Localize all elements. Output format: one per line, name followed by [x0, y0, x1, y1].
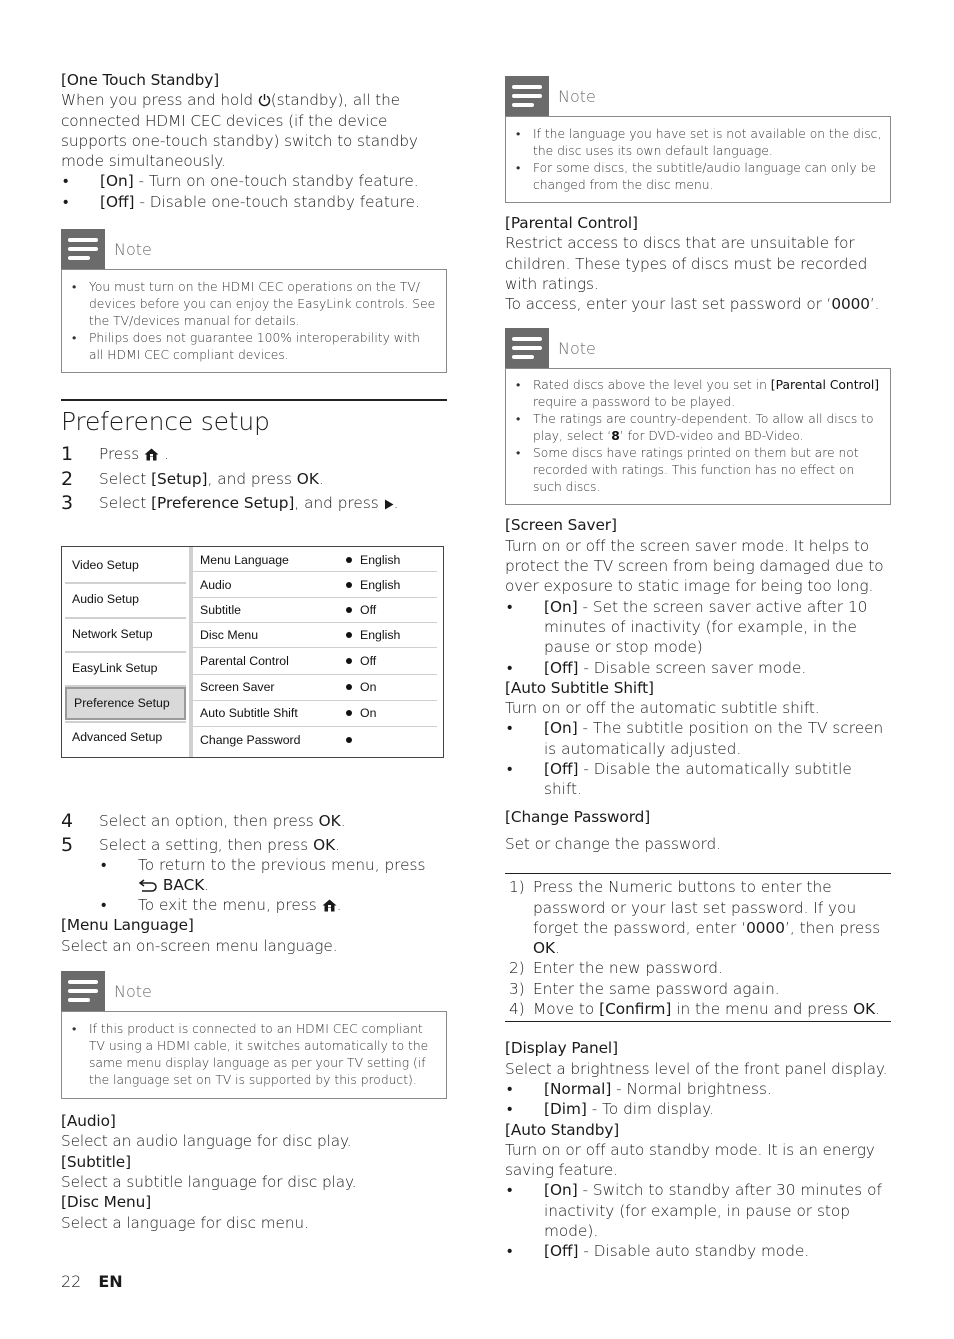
list-item: 1) Press the Numeric buttons to enter the password or your last set password. If you forget the password, enter ‘0000’, then press OK. — [509, 878, 881, 958]
section-divider — [61, 399, 447, 401]
note-title: Note — [114, 239, 152, 259]
one-touch-text-b: (standby), all the connected HDMI CEC devices (if the device supports one-touch standby) switch to standby mode simultaneously. — [61, 91, 418, 171]
menu-option-row: Parental Control Off — [200, 653, 377, 668]
step-3: 3 Select [Preference Setup], and press . — [61, 492, 399, 515]
note-item: • If the language you have set is not available on the disc, the disc uses its own default language. — [516, 127, 882, 158]
list-item: • [On] - Switch to standby after 30 minutes of inactivity (for example, in pause or stop mode). — [507, 1181, 882, 1240]
list-item: • [Off] - Disable auto standby mode. — [507, 1242, 810, 1261]
note-title: Note — [558, 338, 596, 358]
note-box-language — [505, 76, 891, 203]
list-item: 3) Enter the same password again. — [509, 979, 780, 998]
menu-option-row: Auto Subtitle Shift On — [200, 705, 377, 720]
note-item: • If this product is connected to an HDMI CEC compliant TV using a HDMI cable, it switches automatically to the same menu display language as per your TV setting (if the language set on TV is supported by this product). — [72, 1022, 429, 1088]
play-right-icon — [384, 499, 394, 510]
power-icon — [258, 93, 271, 107]
menu-option-row: Disc Menu English — [200, 627, 401, 642]
menu-options — [193, 547, 441, 757]
language-code: EN — [98, 1272, 123, 1291]
menu-option-row: Screen Saver On — [200, 679, 377, 694]
list-item: • [Dim] - To dim display. — [507, 1100, 714, 1119]
auto-subtitle-heading: [Auto Subtitle Shift] — [505, 678, 654, 697]
one-touch-standby-section — [61, 70, 447, 171]
menu-option-row: Subtitle Off — [200, 602, 377, 617]
list-item: • To return to the previous menu, press BACK. — [101, 855, 426, 894]
note-icon — [61, 971, 105, 1011]
note-item: • The ratings are country-dependent. To allow all discs to play, select ‘8’ for DVD-video and BD-Video. — [516, 412, 874, 444]
list-item: 4) Move to [Confirm] in the menu and press OK. — [509, 1000, 881, 1019]
note-title: Note — [558, 86, 596, 106]
settings-menu-illustration — [61, 546, 444, 758]
page-number: 22 — [61, 1272, 82, 1291]
note-box-menu-language — [61, 971, 447, 1099]
list-item: • [Off] - Disable screen saver mode. — [507, 658, 807, 677]
list-item: • [Off] - Disable one-touch standby feature. — [63, 192, 420, 211]
step-5: 5 Select a setting, then press OK. — [61, 834, 341, 857]
note-item: • Some discs have ratings printed on them but are not recorded with ratings. This function has no effect on such discs. — [516, 446, 859, 495]
step-2: 2 Select [Setup], and press OK. — [61, 467, 324, 490]
step-4: 4 Select an option, then press OK. — [61, 809, 346, 832]
menu-category-item: Video Setup — [72, 558, 139, 573]
parental-control-heading: [Parental Control] — [505, 214, 638, 232]
menu-category-item: Audio Setup — [72, 592, 140, 607]
left-column: [One Touch Standby] When you press and hold (standby), all the connected HDMI CEC devices (if the device supports one-touch standby) switch to standby mode simultaneously. • [On] - Turn on one-touch standby feature. • [Off] - Disable one-touch standby feature. Note • You must turn on the HDMI CEC operations on the TV/ devices before you can enjoy the EasyLink controls. See the TV/devices manual for details. • Philips does not guarantee 100% interoperability with all HDMI CEC compliant devices. Preference setup 1 Press . 2 Select [Setup], and press OK. 3 Select [Preference Setup], and press . Video Setup Audio Setup Network Setup EasyLink Setup Preference Setup Advanced Setup Menu Language English Audio English Subtitle Off Disc Menu English Parental Control Off Screen Saver On Auto Subtitle Shift On Change Password 4 Select an option, then press OK. 5 Select a setting, then press OK. • To return to the previous menu, press BACK. • To exit the menu, press . [Menu Language] Select an on-screen menu language. Note • If this product is connected to an HDMI CEC compliant TV using a HDMI cable, it switches automatically to the same menu display language as per your TV setting (if the language set on TV is supported by this product). [Audio] Select an audio language for disc play. [Subtitle] Select a subtitle language for disc play. [Disc Menu] Select a language for disc menu. — [61, 70, 447, 1233]
list-item: • [Normal] - Normal brightness. — [507, 1079, 772, 1098]
one-touch-heading: [One Touch Standby] — [61, 71, 220, 89]
menu-option-row: Audio English — [200, 577, 401, 592]
menu-language-heading: [Menu Language] — [61, 916, 194, 935]
disc-menu-heading: [Disc Menu] — [61, 1193, 152, 1212]
note-item: • Rated discs above the level you set in [Parental Control] require a password to be played. — [516, 378, 880, 410]
auto-standby-heading: [Auto Standby] — [505, 1120, 620, 1139]
menu-category-item: Advanced Setup — [72, 730, 163, 745]
note-item: • For some discs, the subtitle/audio language can only be changed from the disc menu. — [516, 161, 876, 192]
subtitle-heading: [Subtitle] — [61, 1152, 131, 1171]
note-box-parental — [505, 328, 891, 505]
change-password-heading: [Change Password] — [505, 807, 651, 826]
note-icon — [505, 76, 549, 116]
menu-category-item-selected: Preference Setup — [65, 687, 186, 720]
list-item: • [On] - The subtitle position on the TV screen is automatically adjusted. — [507, 719, 884, 758]
list-item: • [Off] - Disable the automatically subtitle shift. — [507, 760, 852, 799]
one-touch-text-a: When you press and hold — [61, 91, 253, 110]
note-box-easylink — [61, 229, 447, 373]
list-item: • To exit the menu, press . — [101, 896, 342, 915]
list-item: • [On] - Turn on one-touch standby feature. — [63, 172, 419, 191]
list-item: • [On] - Set the screen saver active after 10 minutes of inactivity (for example, in the pause or stop mode) — [507, 597, 868, 657]
menu-category-item: EasyLink Setup — [72, 661, 158, 676]
menu-option-row: Change Password — [193, 727, 437, 753]
note-item: • You must turn on the HDMI CEC operations on the TV/ devices before you can enjoy the EasyLink controls. See the TV/devices manual for details. — [72, 280, 436, 329]
right-column: Note • If the language you have set is not available on the disc, the disc uses its own default language. • For some discs, the subtitle/audio language can only be changed from the disc menu. [Parental Control] Restrict access to discs that are unsuitable for children. These types of discs must be recorded with ratings. To access, enter your last set password or ‘0000’. Note • Rated discs above the level you set in [Parental Control] require a password to be played. • The ratings are country-dependent. To allow all discs to play, select ‘8’ for DVD-video and BD-Video. • Some discs have ratings printed on them but are not recorded with ratings. This function has no effect on such discs. [Screen Saver] Turn on or off the screen saver mode. It helps to protect the TV screen from being damaged due to over exposure to static image for being too long. • [On] - Set the screen saver active after 10 minutes of inactivity (for example, in the pause or stop mode) • [Off] - Disable screen saver mode. [Auto Subtitle Shift] Turn on or off the automatic subtitle shift. • [On] - The subtitle position on the TV screen is automatically adjusted. • [Off] - Disable the automatically subtitle shift. [Change Password] Set or change the password. 1) Press the Numeric buttons to enter the password or your last set password. If you forget the password, enter ‘0000’, then press OK. 2) Enter the new password. 3) Enter the same password again. 4) Move to [Confirm] in the menu and press OK. [Display Panel] Select a brightness level of the front panel display. • [Normal] - Normal brightness. • [Dim] - To dim display. [Auto Standby] Turn on or off auto standby mode. It is an energy saving feature. • [On] - Switch to standby after 30 minutes of inactivity (for example, in pause or stop mode). • [Off] - Disable auto standby mode. — [505, 70, 891, 1262]
list-item: 2) Enter the new password. — [509, 959, 723, 978]
password-steps — [505, 873, 891, 1022]
audio-heading: [Audio] — [61, 1112, 116, 1131]
menu-categories — [62, 547, 189, 757]
note-item: • Philips does not guarantee 100% interoperability with all HDMI CEC compliant devices. — [72, 331, 420, 363]
note-icon — [505, 328, 549, 368]
step-1: 1 Press . — [61, 443, 169, 466]
screen-saver-heading: [Screen Saver] — [505, 516, 617, 535]
display-panel-heading: [Display Panel] — [505, 1039, 618, 1058]
page-footer — [61, 1272, 123, 1291]
home-icon — [322, 899, 337, 912]
note-title: Note — [114, 981, 152, 1001]
menu-category-item: Network Setup — [72, 627, 153, 642]
note-icon — [61, 229, 105, 269]
section-title: Preference setup — [61, 407, 270, 437]
home-icon — [144, 448, 159, 461]
menu-option-row: Menu Language English — [200, 552, 401, 567]
back-icon — [138, 878, 158, 892]
